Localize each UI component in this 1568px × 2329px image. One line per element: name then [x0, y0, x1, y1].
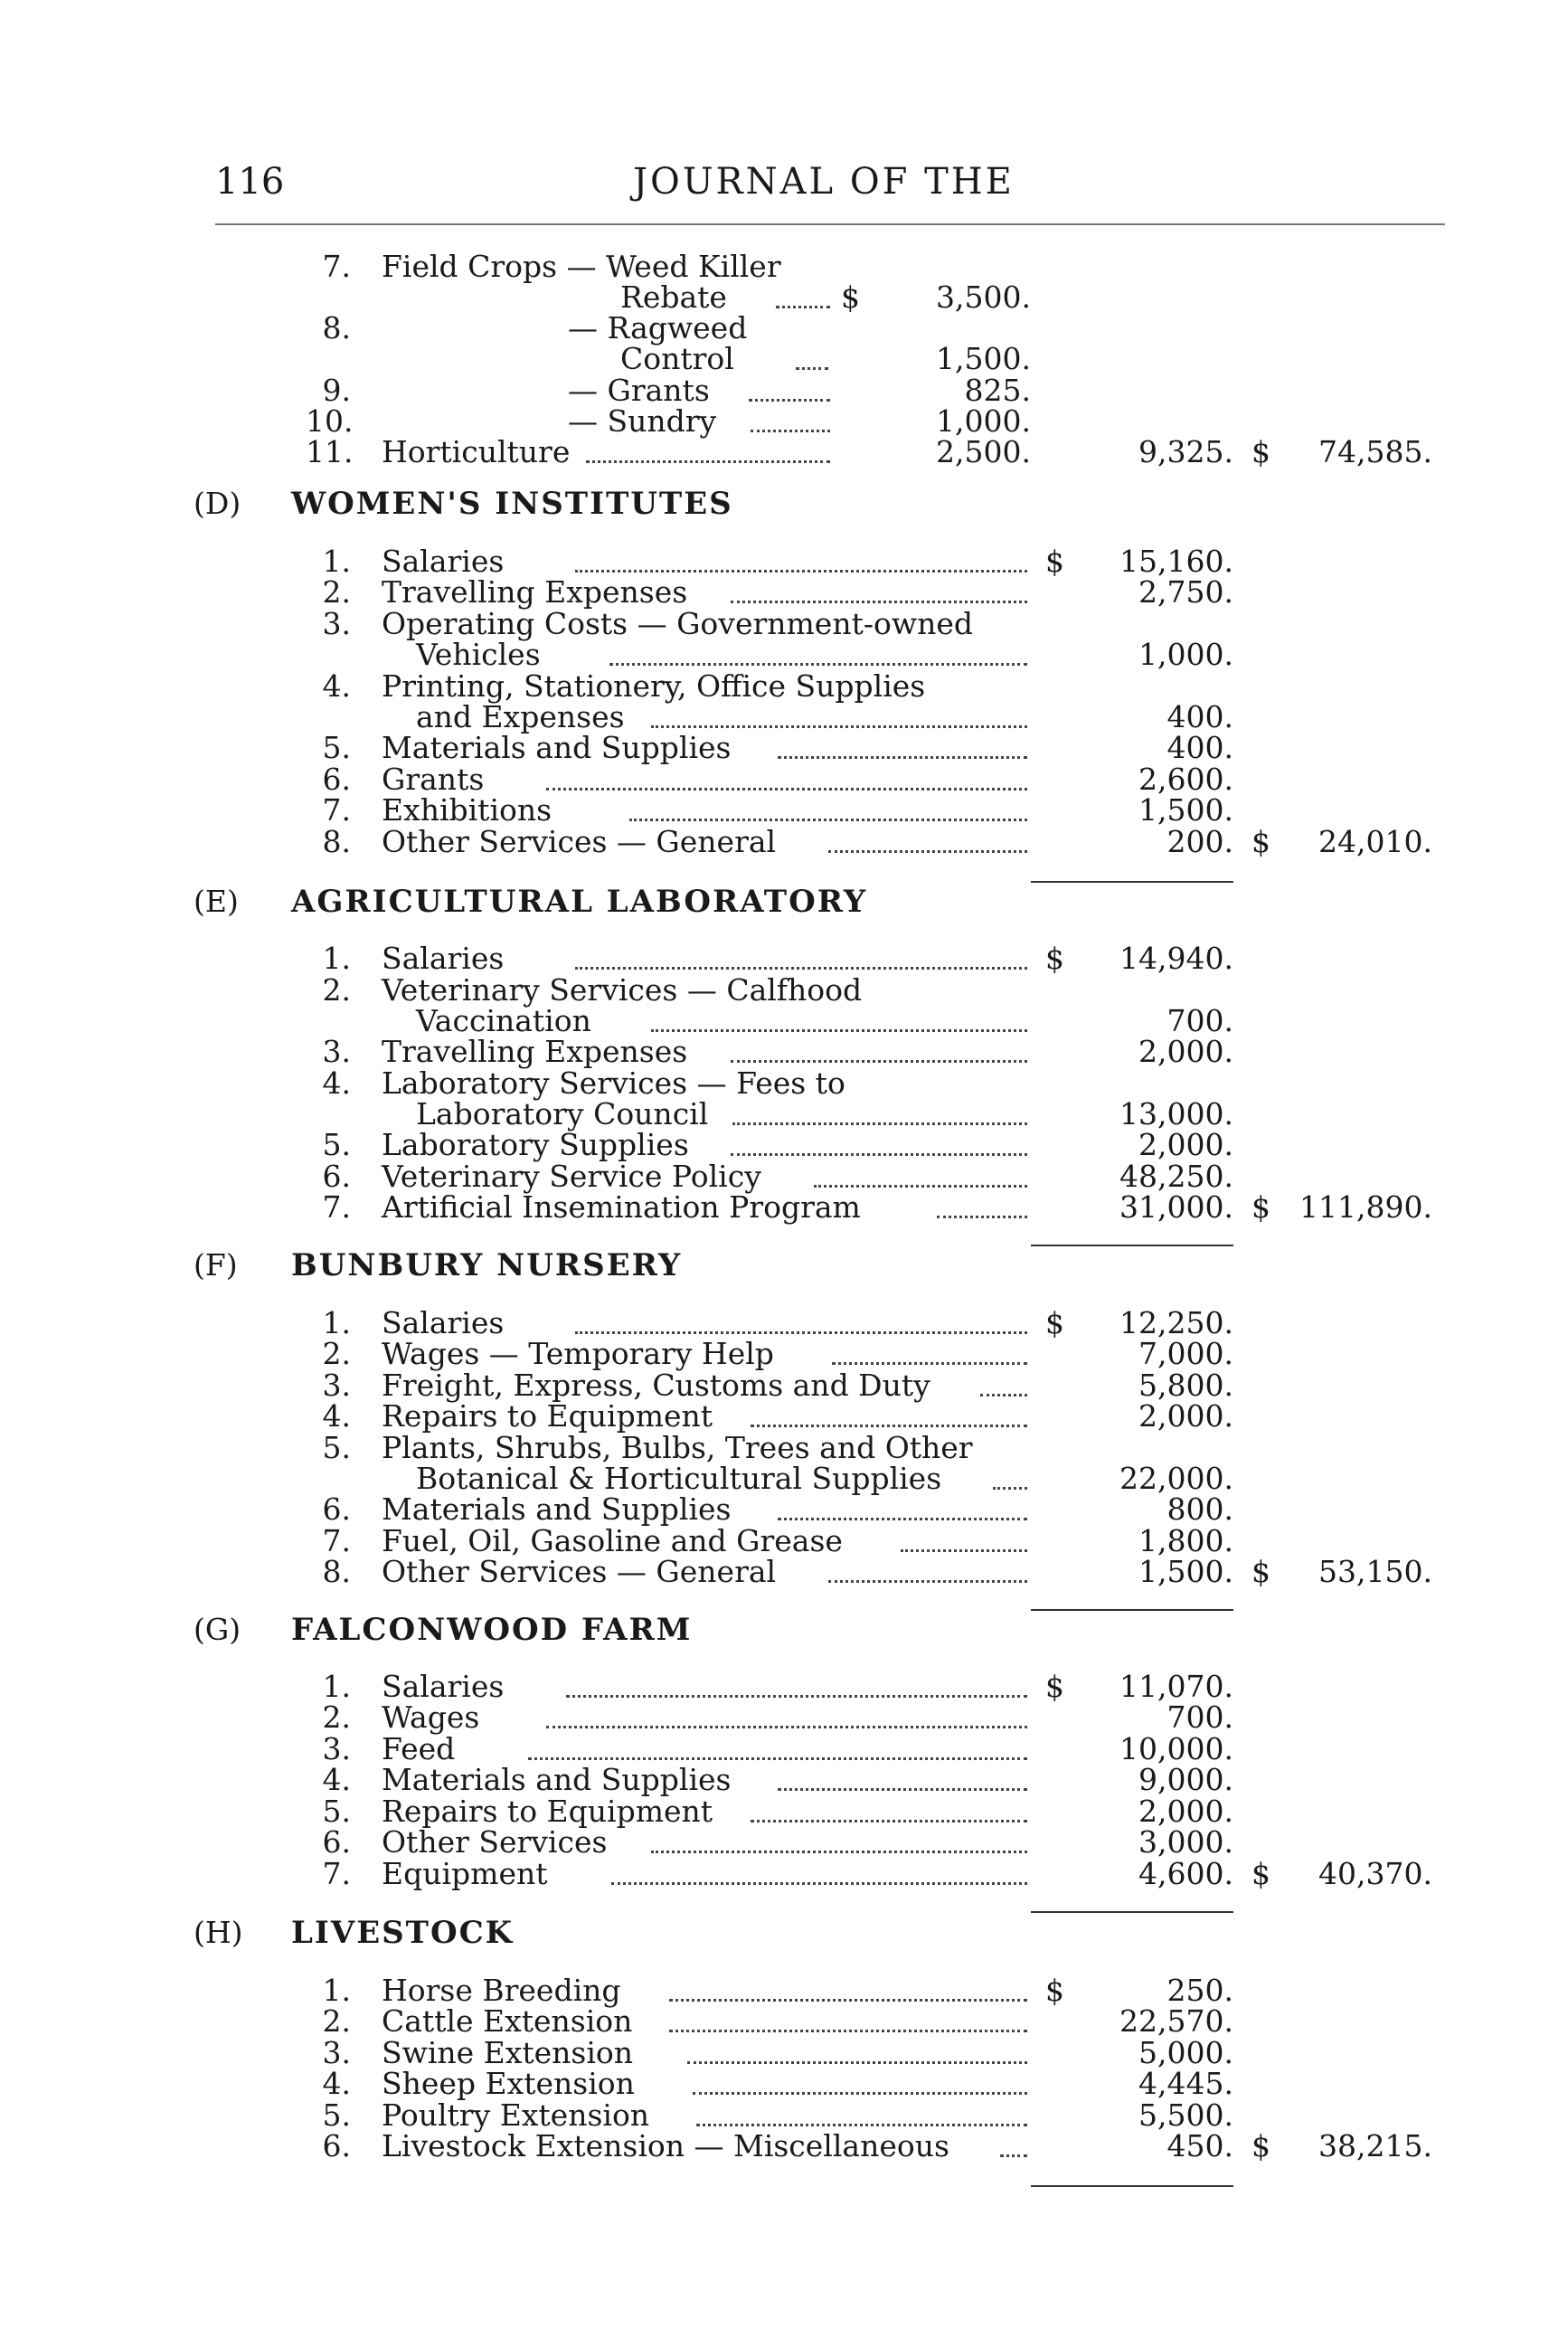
- item-number: 2.: [322, 1336, 351, 1371]
- leader-dots: [731, 1153, 1027, 1156]
- item-number: 6.: [322, 2128, 351, 2163]
- item-label: Other Services: [382, 1824, 608, 1860]
- leader-dots: [732, 1122, 1027, 1125]
- item-label: Artificial Insemination Program: [382, 1189, 861, 1225]
- item-label: Wages — Temporary Help: [382, 1336, 774, 1371]
- item-number: 5.: [322, 1794, 351, 1829]
- leader-dots: [651, 1029, 1027, 1032]
- item-label: Repairs to Equipment: [382, 1398, 713, 1434]
- leader-dots: [687, 2061, 1027, 2064]
- item-label: Swine Extension: [382, 2035, 634, 2070]
- item-number: 7.: [322, 249, 351, 284]
- leader-dots: [546, 1726, 1027, 1728]
- item-label: Poultry Extension: [382, 2097, 650, 2133]
- leader-dots: [693, 2092, 1027, 2095]
- item-number: 4.: [322, 1762, 351, 1797]
- item-number: 7.: [322, 1189, 351, 1225]
- leader-dots: [609, 663, 1027, 666]
- item-label-cont: Laboratory Council: [416, 1096, 709, 1131]
- item-number: 1.: [322, 544, 351, 579]
- leader-dots: [751, 1820, 1027, 1822]
- item-number: 8.: [322, 1554, 351, 1589]
- item-label: Travelling Expenses: [382, 574, 688, 610]
- item-number: 3.: [322, 606, 351, 641]
- item-number: 4.: [322, 2066, 351, 2101]
- item-amount: 1,000.: [1138, 637, 1233, 672]
- item-number: 6.: [322, 1824, 351, 1860]
- item-number: 11.: [306, 434, 354, 469]
- item-label: Travelling Expenses: [382, 1034, 688, 1069]
- item-amount: 2,500.: [936, 434, 1031, 469]
- section-title: LIVESTOCK: [291, 1915, 515, 1951]
- leader-dots: [937, 1216, 1027, 1218]
- item-label: Horse Breeding: [382, 1973, 621, 2008]
- item-amount: 4,600.: [1138, 1856, 1233, 1891]
- item-amount: 800.: [1167, 1491, 1233, 1527]
- leader-dots: [901, 1549, 1027, 1552]
- section-title: AGRICULTURAL LABORATORY: [291, 884, 868, 920]
- section-title: WOMEN'S INSTITUTES: [291, 486, 733, 522]
- section-letter: (F): [194, 1247, 238, 1283]
- leader-dots: [778, 1788, 1027, 1791]
- leader-dots: [776, 306, 830, 308]
- item-number: 7.: [322, 792, 351, 828]
- item-number: 5.: [322, 2097, 351, 2133]
- item-number: 1.: [322, 1669, 351, 1704]
- currency-sign: $: [1252, 1554, 1270, 1589]
- item-label: Printing, Stationery, Office Supplies: [382, 668, 926, 704]
- item-amount: 1,500.: [936, 341, 1031, 376]
- section-letter: (H): [194, 1915, 243, 1950]
- item-amount: 5,000.: [1138, 2035, 1233, 2070]
- leader-dots: [751, 1425, 1027, 1427]
- leader-dots: [980, 1394, 1027, 1396]
- item-amount: 700.: [1167, 1003, 1233, 1038]
- item-amount: 1,800.: [1138, 1523, 1233, 1558]
- item-label: Salaries: [382, 1305, 505, 1340]
- item-amount: 3,500.: [936, 279, 1031, 315]
- item-amount: 48,250.: [1119, 1159, 1233, 1194]
- leader-dots: [651, 1851, 1027, 1853]
- item-number: 3.: [322, 2035, 351, 2070]
- leader-dots: [828, 1580, 1027, 1583]
- item-amount: 400.: [1167, 699, 1233, 734]
- running-header: JOURNAL OF THE: [633, 161, 1015, 203]
- item-amount: 450.: [1167, 2128, 1233, 2163]
- item-number: 4.: [322, 1398, 351, 1434]
- leader-dots: [832, 1362, 1027, 1365]
- item-number: 10.: [306, 403, 354, 439]
- item-amount: 825.: [964, 373, 1031, 408]
- item-amount: 2,000.: [1138, 1034, 1233, 1069]
- section-title: BUNBURY NURSERY: [291, 1247, 683, 1283]
- item-amount: 9,000.: [1138, 1762, 1233, 1797]
- item-amount: 2,000.: [1138, 1398, 1233, 1434]
- item-number: 6.: [322, 1491, 351, 1527]
- item-number: 9.: [322, 373, 351, 408]
- leader-dots: [629, 819, 1027, 821]
- item-amount: 3,000.: [1138, 1824, 1233, 1860]
- item-label: Operating Costs — Government-owned: [382, 606, 974, 641]
- item-label: Plants, Shrubs, Bulbs, Trees and Other: [382, 1430, 973, 1465]
- leader-dots: [993, 1487, 1027, 1490]
- item-number: 7.: [322, 1523, 351, 1558]
- item-amount: 1,000.: [936, 403, 1031, 439]
- item-amount: 7,000.: [1138, 1336, 1233, 1371]
- item-label: Salaries: [382, 1669, 505, 1704]
- leader-dots: [778, 1518, 1027, 1520]
- item-amount: 2,600.: [1138, 762, 1233, 797]
- item-label: Veterinary Services — Calfhood: [382, 972, 863, 1008]
- item-amount: 2,000.: [1138, 1794, 1233, 1829]
- leader-dots: [696, 2124, 1027, 2126]
- item-label: Materials and Supplies: [382, 1762, 732, 1797]
- leader-dots: [749, 399, 830, 402]
- item-number: 5.: [322, 1127, 351, 1162]
- item-number: 2.: [322, 574, 351, 610]
- item-number: 3.: [322, 1034, 351, 1069]
- currency-sign: $: [1252, 434, 1270, 469]
- item-label: — Grants: [568, 373, 710, 408]
- item-number: 8.: [322, 824, 351, 859]
- item-amount: 700.: [1167, 1699, 1233, 1735]
- item-number: 2.: [322, 2003, 351, 2039]
- currency-sign: $: [1252, 824, 1270, 859]
- item-amount: 2,000.: [1138, 1127, 1233, 1162]
- leader-dots: [751, 430, 830, 432]
- currency-sign: $: [1045, 1669, 1064, 1704]
- section-total: 40,370.: [1318, 1856, 1432, 1891]
- leader-dots: [528, 1757, 1027, 1760]
- section-total: 111,890.: [1299, 1189, 1432, 1225]
- total-rule: [1031, 1609, 1233, 1611]
- item-number: 2.: [322, 972, 351, 1008]
- item-number: 3.: [322, 1368, 351, 1403]
- item-amount: 14,940.: [1119, 941, 1233, 976]
- item-label: Repairs to Equipment: [382, 1794, 713, 1829]
- total-rule: [1031, 881, 1233, 883]
- item-label: Laboratory Supplies: [382, 1127, 689, 1162]
- section-total: 24,010.: [1318, 824, 1432, 859]
- section-letter: (D): [194, 486, 241, 521]
- item-label: Wages: [382, 1699, 480, 1735]
- leader-dots: [651, 725, 1027, 728]
- item-number: 6.: [322, 762, 351, 797]
- total-rule: [1031, 2185, 1233, 2187]
- item-label: Other Services — General: [382, 1554, 777, 1589]
- item-label: Freight, Express, Customs and Duty: [382, 1368, 930, 1403]
- item-amount: 12,250.: [1119, 1305, 1233, 1340]
- leader-dots: [1000, 2154, 1027, 2157]
- section-total: 38,215.: [1318, 2128, 1432, 2163]
- item-label: Exhibitions: [382, 792, 553, 828]
- currency-sign: $: [1045, 941, 1064, 976]
- item-label-cont: and Expenses: [416, 699, 625, 734]
- section-letter: (G): [194, 1612, 241, 1647]
- leader-dots: [778, 756, 1027, 759]
- leader-dots: [814, 1185, 1027, 1188]
- item-label: Other Services — General: [382, 824, 777, 859]
- item-label: Feed: [382, 1731, 456, 1766]
- leader-dots: [731, 601, 1027, 603]
- currency-sign: $: [1045, 544, 1064, 579]
- item-label: Laboratory Services — Fees to: [382, 1065, 845, 1101]
- page-number: 116: [215, 161, 285, 203]
- item-label: Materials and Supplies: [382, 730, 732, 765]
- item-amount: 22,000.: [1119, 1461, 1233, 1496]
- item-number: 5.: [322, 1430, 351, 1465]
- item-number: 7.: [322, 1856, 351, 1891]
- item-number: 1.: [322, 941, 351, 976]
- item-number: 3.: [322, 1731, 351, 1766]
- item-amount: 10,000.: [1119, 1731, 1233, 1766]
- leader-dots: [669, 2030, 1027, 2032]
- item-amount: 11,070.: [1119, 1669, 1233, 1704]
- item-label: Fuel, Oil, Gasoline and Grease: [382, 1523, 843, 1558]
- leader-dots: [796, 367, 828, 370]
- section-letter: (E): [194, 884, 239, 919]
- item-amount: 31,000.: [1119, 1189, 1233, 1225]
- item-label-cont: Control: [620, 341, 734, 376]
- item-label: — Ragweed: [568, 310, 748, 346]
- item-label: Horticulture: [382, 434, 571, 469]
- leader-dots: [566, 1695, 1027, 1698]
- item-amount: 4,445.: [1138, 2066, 1233, 2101]
- item-label: Salaries: [382, 941, 505, 976]
- item-label: Sheep Extension: [382, 2066, 635, 2101]
- leader-dots: [828, 850, 1027, 853]
- item-amount: 15,160.: [1119, 544, 1233, 579]
- item-label-cont: Vehicles: [416, 637, 541, 672]
- item-amount: 200.: [1167, 824, 1233, 859]
- item-label: Equipment: [382, 1856, 548, 1891]
- item-amount: 22,570.: [1119, 2003, 1233, 2039]
- currency-sign: $: [1252, 1856, 1270, 1891]
- item-label: Livestock Extension — Miscellaneous: [382, 2128, 949, 2163]
- leader-dots: [546, 788, 1027, 791]
- item-label-cont: Vaccination: [416, 1003, 591, 1038]
- item-amount: 400.: [1167, 730, 1233, 765]
- item-amount: 13,000.: [1119, 1096, 1233, 1131]
- item-number: 4.: [322, 1065, 351, 1101]
- item-amount: 5,500.: [1138, 2097, 1233, 2133]
- currency-sign: $: [1045, 1305, 1064, 1340]
- item-label: Cattle Extension: [382, 2003, 633, 2039]
- item-label: Veterinary Service Policy: [382, 1159, 761, 1194]
- item-label: Salaries: [382, 544, 505, 579]
- item-amount: 1,500.: [1138, 792, 1233, 828]
- item-number: 8.: [322, 310, 351, 346]
- item-label-cont: Botanical & Horticultural Supplies: [416, 1461, 942, 1496]
- item-number: 6.: [322, 1159, 351, 1194]
- leader-dots: [669, 1999, 1027, 2002]
- currency-sign: $: [1252, 1189, 1270, 1225]
- leader-dots: [611, 1882, 1027, 1885]
- leader-dots: [575, 1331, 1027, 1334]
- item-number: 5.: [322, 730, 351, 765]
- item-amount: 250.: [1167, 1973, 1233, 2008]
- currency-sign: $: [1252, 2128, 1270, 2163]
- item-number: 1.: [322, 1305, 351, 1340]
- total-rule: [1031, 1911, 1233, 1913]
- leader-dots: [586, 460, 830, 463]
- item-number: 1.: [322, 1973, 351, 2008]
- subtotal-amount: 9,325.: [1138, 434, 1233, 469]
- leader-dots: [731, 1060, 1027, 1063]
- item-amount: 1,500.: [1138, 1554, 1233, 1589]
- currency-sign: $: [1045, 1973, 1064, 2008]
- item-amount: 5,800.: [1138, 1368, 1233, 1403]
- total-rule: [1031, 1245, 1233, 1246]
- item-amount: 2,750.: [1138, 574, 1233, 610]
- item-number: 2.: [322, 1699, 351, 1735]
- item-label-cont: Rebate: [620, 279, 727, 315]
- item-label: — Sundry: [568, 403, 717, 439]
- leader-dots: [575, 967, 1027, 970]
- section-total: 53,150.: [1318, 1554, 1432, 1589]
- item-label: Grants: [382, 762, 485, 797]
- section-title: FALCONWOOD FARM: [291, 1612, 693, 1648]
- leader-dots: [575, 570, 1027, 573]
- currency-sign: $: [841, 279, 860, 315]
- header-rule: [215, 223, 1445, 225]
- section-total: 74,585.: [1318, 434, 1432, 469]
- item-label: Field Crops — Weed Killer: [382, 249, 781, 284]
- item-number: 4.: [322, 668, 351, 704]
- item-label: Materials and Supplies: [382, 1491, 732, 1527]
